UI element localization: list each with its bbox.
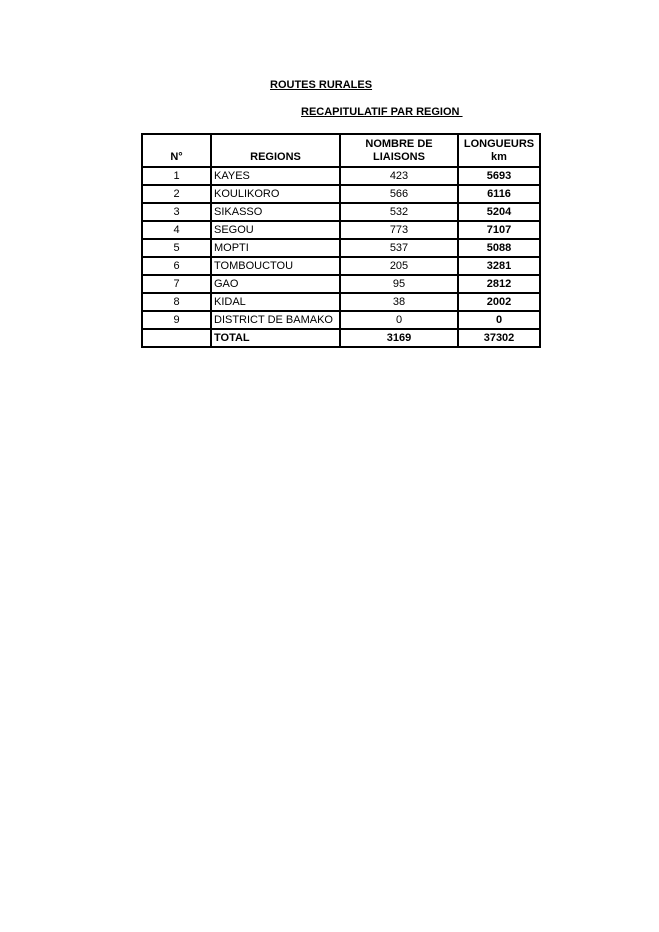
- row-liaisons: 95: [340, 275, 458, 293]
- row-number: 1: [142, 167, 211, 185]
- row-number: 6: [142, 257, 211, 275]
- document-title: ROUTES RURALES: [270, 79, 373, 91]
- row-liaisons: 566: [340, 185, 458, 203]
- row-liaisons: 532: [340, 203, 458, 221]
- header-no: N°: [142, 134, 211, 167]
- table-header-row: [142, 134, 540, 167]
- row-region: GAO: [211, 275, 340, 293]
- total-no-cell: [142, 329, 211, 347]
- row-number: 9: [142, 311, 211, 329]
- row-region: KAYES: [211, 167, 340, 185]
- table-row: [142, 203, 540, 221]
- table-row: [142, 239, 540, 257]
- row-liaisons: 205: [340, 257, 458, 275]
- row-longueurs: 6116: [458, 185, 540, 203]
- row-number: 4: [142, 221, 211, 239]
- row-longueurs: 2812: [458, 275, 540, 293]
- row-liaisons: 38: [340, 293, 458, 311]
- row-longueurs: 5204: [458, 203, 540, 221]
- table-row: [142, 257, 540, 275]
- row-region: MOPTI: [211, 239, 340, 257]
- row-liaisons: 0: [340, 311, 458, 329]
- row-longueurs: 5693: [458, 167, 540, 185]
- row-number: 7: [142, 275, 211, 293]
- table-row: [142, 311, 540, 329]
- row-longueurs: 5088: [458, 239, 540, 257]
- header-longueurs: [458, 134, 540, 167]
- row-number: 8: [142, 293, 211, 311]
- table-row: [142, 167, 540, 185]
- table-row: [142, 275, 540, 293]
- row-longueurs: 2002: [458, 293, 540, 311]
- row-region: KIDAL: [211, 293, 340, 311]
- recap-table: [141, 133, 541, 348]
- total-label: TOTAL: [211, 329, 340, 347]
- total-liaisons: 3169: [340, 329, 458, 347]
- row-region: KOULIKORO: [211, 185, 340, 203]
- header-regions: REGIONS: [211, 134, 340, 167]
- table-body: [142, 167, 540, 329]
- row-liaisons: 773: [340, 221, 458, 239]
- row-region: DISTRICT DE BAMAKO: [211, 311, 340, 329]
- row-longueurs: 0: [458, 311, 540, 329]
- table-row: [142, 185, 540, 203]
- table-row: [142, 221, 540, 239]
- row-longueurs: 3281: [458, 257, 540, 275]
- row-liaisons: 537: [340, 239, 458, 257]
- row-region: SIKASSO: [211, 203, 340, 221]
- row-number: 3: [142, 203, 211, 221]
- header-longueurs-label: LONGUEURS: [463, 138, 535, 150]
- row-longueurs: 7107: [458, 221, 540, 239]
- header-nombre-liaisons: NOMBRE DE LIAISONS: [340, 134, 458, 167]
- row-number: 2: [142, 185, 211, 203]
- total-row: [142, 329, 540, 347]
- row-number: 5: [142, 239, 211, 257]
- row-region: SEGOU: [211, 221, 340, 239]
- table-row: [142, 293, 540, 311]
- total-longueurs: 37302: [458, 329, 540, 347]
- row-region: TOMBOUCTOU: [211, 257, 340, 275]
- row-liaisons: 423: [340, 167, 458, 185]
- header-longueurs-unit: km: [491, 151, 507, 163]
- document-subtitle: RECAPITULATIF PAR REGION: [301, 106, 463, 118]
